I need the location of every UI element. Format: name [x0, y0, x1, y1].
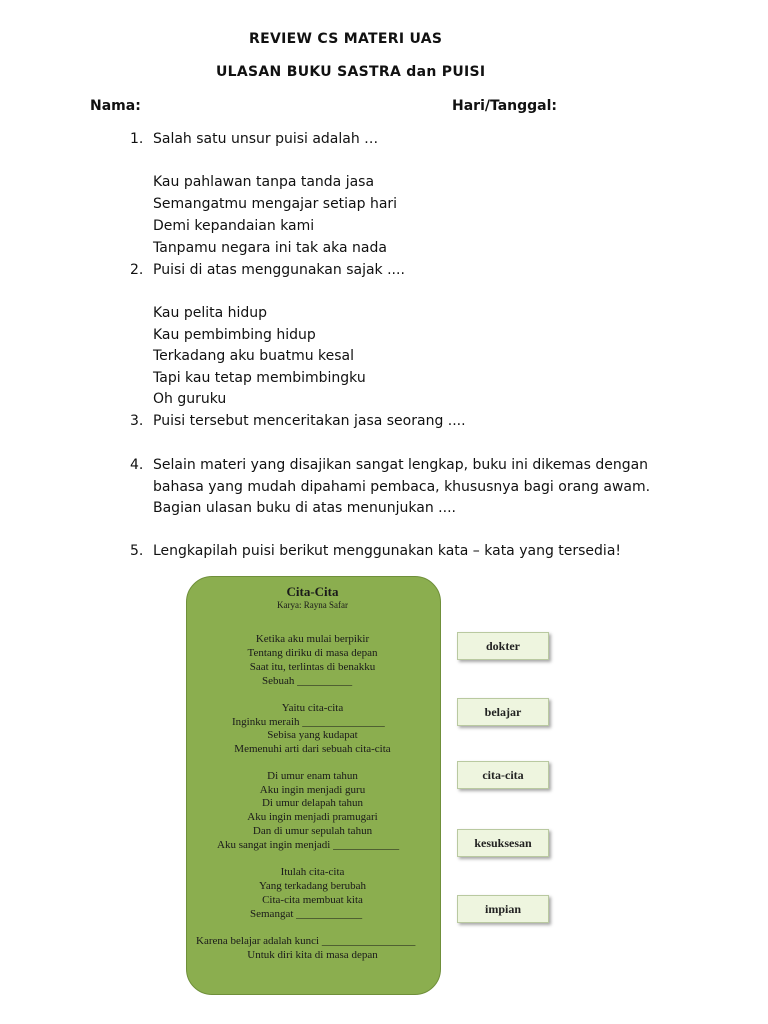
poem-card-line: Ketika aku mulai berpikir: [255, 633, 370, 645]
word-option-dokter[interactable]: dokter: [457, 632, 549, 660]
poem-card-title: Cita-Cita: [286, 584, 339, 599]
poem-card-line: Aku ingin menjadi pramugari: [247, 811, 378, 823]
poem-card-line: Itulah cita-cita: [280, 866, 345, 878]
poem-card-line: Dan di umur sepulah tahun: [252, 825, 373, 837]
poem-1-line: Kau pahlawan tanpa tanda jasa: [153, 174, 375, 190]
question-1-text: Salah satu unsur puisi adalah …: [153, 131, 379, 147]
page-subtitle: ULASAN BUKU SASTRA dan PUISI: [216, 64, 486, 80]
question-number: 4.: [130, 457, 144, 473]
page-title: REVIEW CS MATERI UAS: [249, 31, 443, 47]
date-label: Hari/Tanggal:: [452, 98, 558, 114]
poem-2-line: Kau pembimbing hidup: [153, 327, 316, 343]
question-4-line: Bagian ulasan buku di atas menunjukan ....: [153, 500, 456, 516]
poem-card-line: Tentang diriku di masa depan: [247, 647, 378, 659]
word-option-cita-cita[interactable]: cita-cita: [457, 761, 549, 789]
question-3-text: Puisi tersebut menceritakan jasa seorang ....: [153, 413, 466, 429]
question-5-text: Lengkapilah puisi berikut menggunakan kata – kata yang tersedia!: [153, 543, 622, 559]
poem-card-line: Di umur delapah tahun: [261, 797, 364, 809]
poem-card-line: Yaitu cita-cita: [281, 702, 344, 714]
question-2-text: Puisi di atas menggunakan sajak ....: [153, 262, 405, 278]
poem-card-line: Karena belajar adalah kunci _________________: [196, 935, 416, 947]
poem-1-line: Tanpamu negara ini tak aka nada: [153, 240, 387, 256]
question-4-line: Selain materi yang disajikan sangat lengkap, buku ini dikemas dengan: [153, 457, 649, 473]
word-option-belajar[interactable]: belajar: [457, 698, 549, 726]
poem-card-line: Yang terkadang berubah: [258, 880, 367, 892]
question-number: 5.: [130, 543, 144, 559]
poem-2-line: Terkadang aku buatmu kesal: [153, 348, 355, 364]
poem-2-line: Tapi kau tetap membimbingku: [153, 370, 366, 386]
poem-card-line: Cita-cita membuat kita: [262, 894, 363, 906]
poem-1-line: Semangatmu mengajar setiap hari: [153, 196, 398, 212]
question-number: 2.: [130, 262, 144, 278]
question-number: 1.: [130, 131, 144, 147]
poem-card-line: Di umur enam tahun: [267, 770, 358, 782]
name-label: Nama:: [90, 98, 141, 114]
poem-2-line: Kau pelita hidup: [153, 305, 268, 321]
poem-card-author: Karya: Rayna Safar: [277, 600, 348, 610]
poem-card-line: Inginku meraih _______________: [232, 716, 385, 728]
poem-2-line: Oh guruku: [153, 391, 227, 407]
poem-card-line: Untuk diri kita di masa depan: [247, 949, 378, 961]
question-number: 3.: [130, 413, 144, 429]
poem-card-line: Saat itu, terlintas di benakku: [249, 661, 376, 673]
poem-card-line: Sebuah __________: [262, 675, 353, 687]
poem-card-line: Aku sangat ingin menjadi ____________: [217, 839, 400, 851]
poem-card-line: Aku ingin menjadi guru: [259, 784, 366, 796]
question-4-line: bahasa yang mudah dipahami pembaca, khususnya bagi orang awam.: [153, 479, 651, 495]
poem-1-line: Demi kepandaian kami: [153, 218, 315, 234]
poem-card-line: Memenuhi arti dari sebuah cita-cita: [234, 743, 391, 755]
poem-card-line: Sebisa yang kudapat: [267, 729, 358, 741]
word-option-impian[interactable]: impian: [457, 895, 549, 923]
poem-card-line: Semangat ____________: [250, 908, 363, 920]
word-option-kesuksesan[interactable]: kesuksesan: [457, 829, 549, 857]
